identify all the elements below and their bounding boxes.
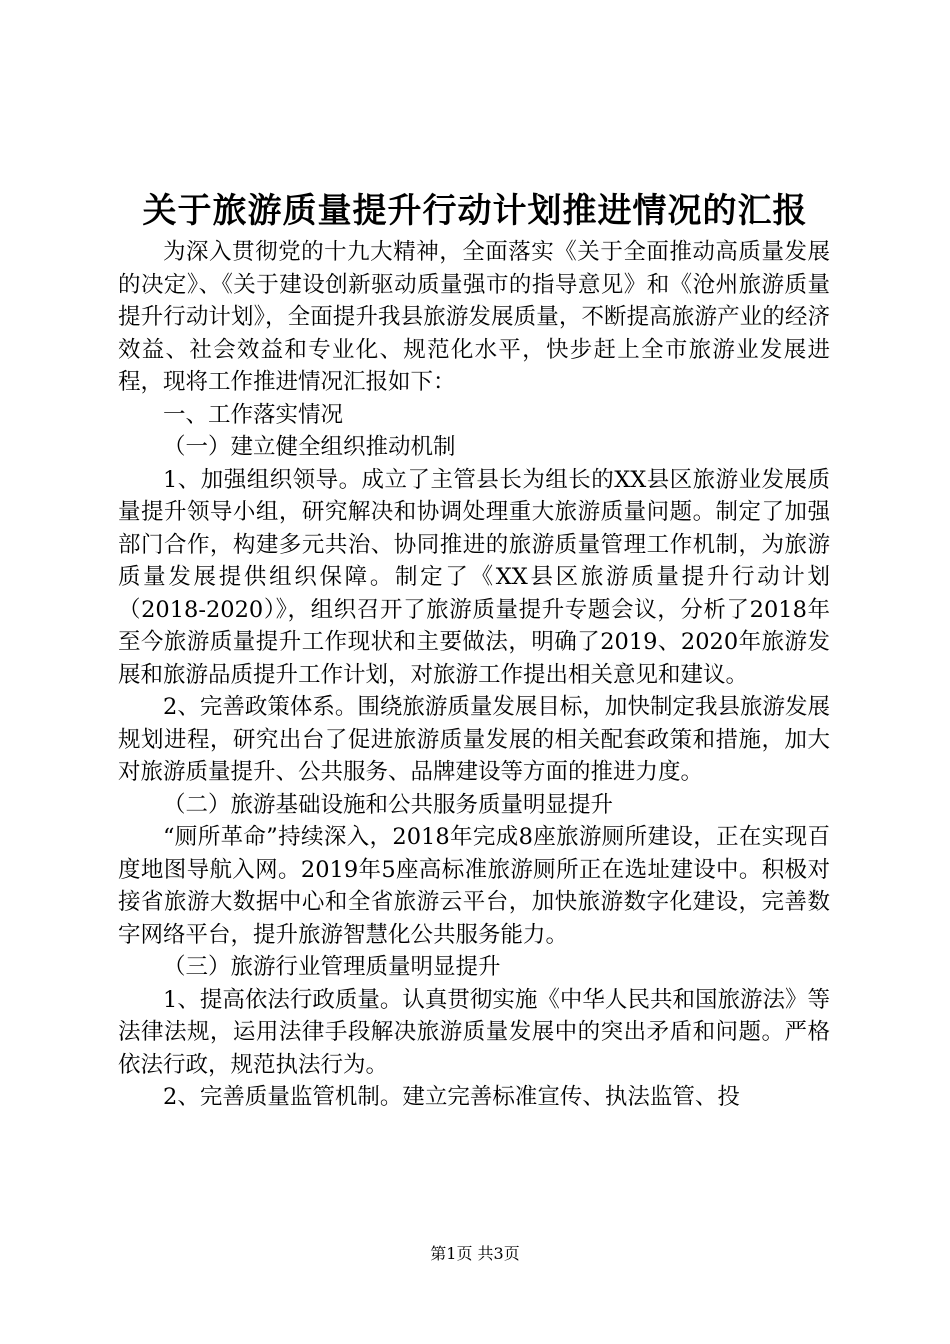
paragraph-supervision: 2、完善质量监管机制。建立完善标准宣传、执法监管、投 — [163, 1084, 740, 1110]
section-heading-1: 一、工作落实情况 — [163, 401, 344, 428]
intro-paragraph: 为深入贯彻党的十九大精神，全面落实《关于全面推动高质量发展的决定》、《关于建设创新驱动质量强市的指导意见》和《沧州旅游质量提升行动计划》，全面提升我县旅游发展质量，不断提高旅游产业的经济效益、社会效益和专业化、规范化水平，快步赶上全市旅游业发展进程，现将工作推进情况汇报如下： — [118, 239, 830, 395]
subsection-heading-3: （三）旅游行业管理质量明显提升 — [163, 954, 501, 980]
document-title: 关于旅游质量提升行动计划推进情况的汇报 — [142, 191, 808, 231]
paragraph-law: 1、提高依法行政质量。认真贯彻实施《中华人民共和国旅游法》等法律法规，运用法律手段解决旅游质量发展中的突出矛盾和问题。严格依法行政，规范执法行为。 — [118, 986, 830, 1078]
page-number: 第1页 共3页 — [430, 1244, 520, 1263]
paragraph-policy: 2、完善政策体系。围绕旅游质量发展目标，加快制定我县旅游发展规划进程，研究出台了促进旅游质量发展的相关配套政策和措施，加大对旅游质量提升、公共服务、品牌建设等方面的推进力度。 — [118, 694, 830, 785]
paragraph-organization: 1、加强组织领导。成立了主管县长为组长的XX县区旅游业发展质量提升领导小组，研究解决和协调处理重大旅游质量问题。制定了加强部门合作，构建多元共治、协同推进的旅游质量管理工作机制，为旅游质量发展提供组织保障。制定了《XX县区旅游质量提升行动计划（2018-2020）》，组织召开了旅游质量提升专题会议，分析了2018年至今旅游质量提升工作现状和主要做法，明确了2019、2020年旅游发展和旅游品质提升工作计划，对旅游工作提出相关意见和建议。 — [118, 466, 830, 688]
document-body — [118, 236, 830, 1114]
subsection-heading-2: （二）旅游基础设施和公共服务质量明显提升 — [163, 791, 614, 818]
paragraph-toilet-revolution: “厕所革命”持续深入，2018年完成8座旅游厕所建设，正在实现百度地图导航入网。2019年5座高标准旅游厕所正在选址建设中。积极对接省旅游大数据中心和全省旅游云平台，加快旅游数字化建设，完善数字网络平台，提升旅游智慧化公共服务能力。 — [118, 824, 830, 948]
subsection-heading-1: （一）建立健全组织推动机制 — [163, 434, 456, 460]
